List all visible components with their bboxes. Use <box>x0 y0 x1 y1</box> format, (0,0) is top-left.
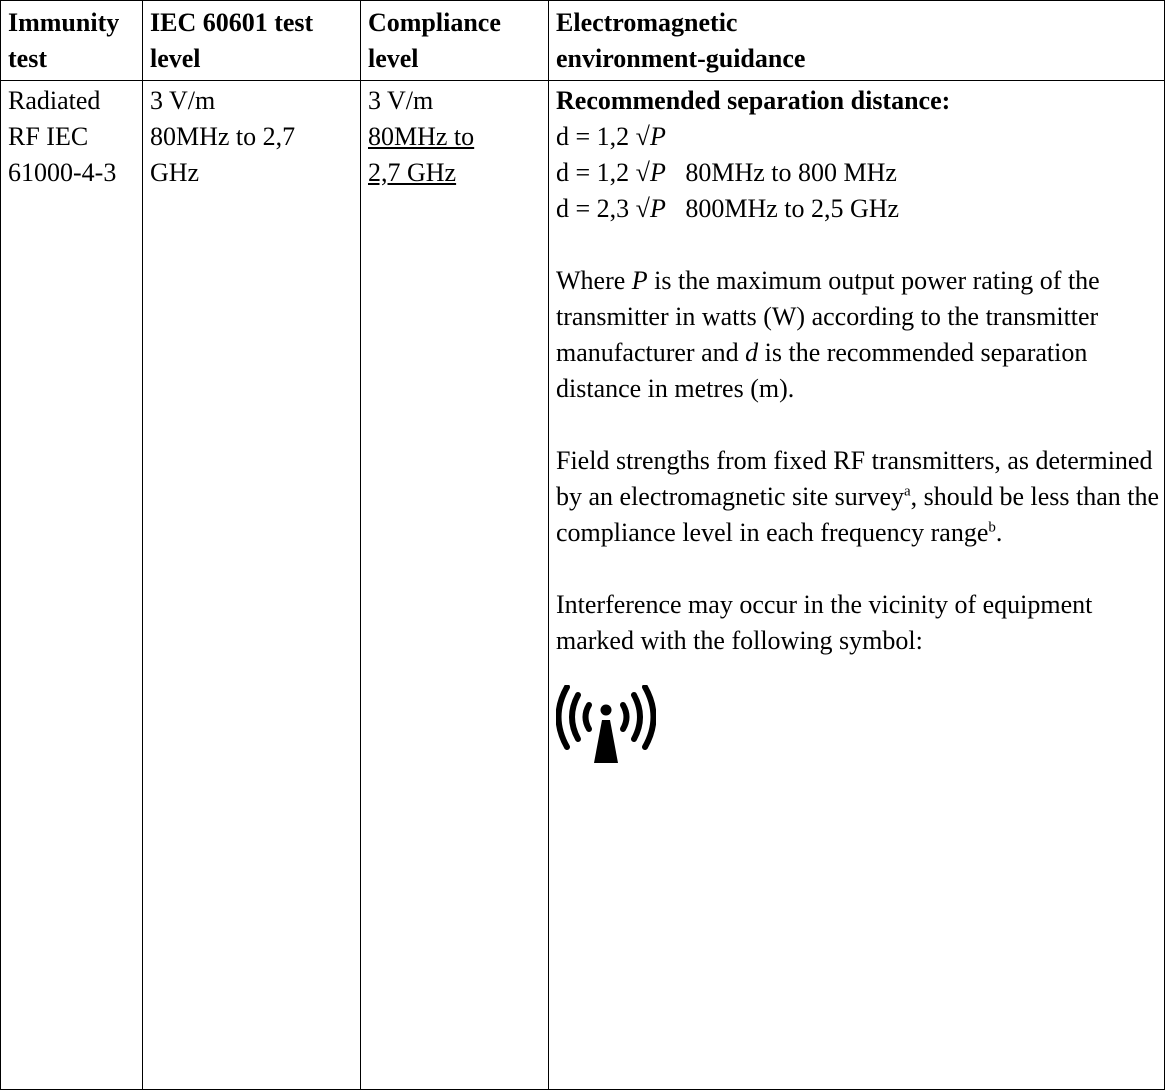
table-row <box>1 81 1165 1090</box>
cell-line: RF IEC <box>8 122 89 151</box>
formula-range: 80MHz to 800 MHz <box>685 158 897 187</box>
cell-test-level <box>143 81 361 1090</box>
formula-variable: P <box>649 158 666 187</box>
formula-prefix: d = 2,3 √ <box>556 194 650 223</box>
formula-line <box>556 191 1164 227</box>
cell-line: Radiated <box>8 86 101 115</box>
text-run: d <box>745 338 759 367</box>
text-run: , should be less than the compliance level in each frequency range <box>556 482 1160 547</box>
formula-prefix: d = 1,2 √ <box>556 122 650 151</box>
text-run: is the recommended separation distance in metres (m). <box>556 338 1088 403</box>
header-line: Electromagnetic <box>556 8 738 37</box>
separation-distance-heading: Recommended separation distance: <box>556 86 951 115</box>
header-immunity-test <box>1 1 143 81</box>
power-definition-paragraph <box>556 263 1164 407</box>
formula-prefix: d = 1,2 √ <box>556 158 650 187</box>
text-run: P <box>631 266 648 295</box>
cell-line-underlined: 2,7 GHz <box>368 158 457 187</box>
cell-line: 3 V/m <box>368 86 434 115</box>
header-guidance <box>549 1 1165 81</box>
table-header-row <box>1 1 1165 81</box>
formula-variable: P <box>649 194 666 223</box>
header-line: Compliance <box>368 8 501 37</box>
cell-line: 80MHz to 2,7 <box>150 122 296 151</box>
header-line: environment-guidance <box>556 44 806 73</box>
field-strength-paragraph <box>556 443 1164 551</box>
formula-line <box>556 119 1164 155</box>
header-test-level <box>143 1 361 81</box>
non-ionizing-radiation-icon <box>556 685 656 763</box>
text-run: Field strengths from fixed RF transmitters, as determined by an electromagnetic site survey <box>556 446 1153 511</box>
cell-immunity-test <box>1 81 143 1090</box>
cell-line: 61000-4-3 <box>8 158 117 187</box>
formula-variable: P <box>649 122 666 151</box>
header-line: IEC 60601 test <box>150 8 314 37</box>
cell-line-underlined: 80MHz to <box>368 122 475 151</box>
formula-line <box>556 155 1164 191</box>
header-compliance-level <box>361 1 549 81</box>
formula-range: 800MHz to 2,5 GHz <box>685 194 900 223</box>
header-line: level <box>368 44 419 73</box>
text-run: Where <box>556 266 632 295</box>
cell-line: 3 V/m <box>150 86 216 115</box>
text-run: . <box>995 518 1003 547</box>
interference-paragraph: Interference may occur in the vicinity of equipment marked with the following symbol: <box>556 590 1093 655</box>
cell-line: GHz <box>150 158 200 187</box>
header-line: Immunity <box>8 8 120 37</box>
text-run: is the maximum output power rating of the transmitter in watts (W) according to the transmitter manufacturer and <box>556 266 1100 367</box>
footnote-marker: a <box>903 483 911 500</box>
cell-guidance <box>549 81 1165 1090</box>
cell-compliance-level <box>361 81 549 1090</box>
footnote-marker: b <box>988 519 996 536</box>
symbol-container <box>556 685 1164 773</box>
header-line: test <box>8 44 47 73</box>
header-line: level <box>150 44 201 73</box>
